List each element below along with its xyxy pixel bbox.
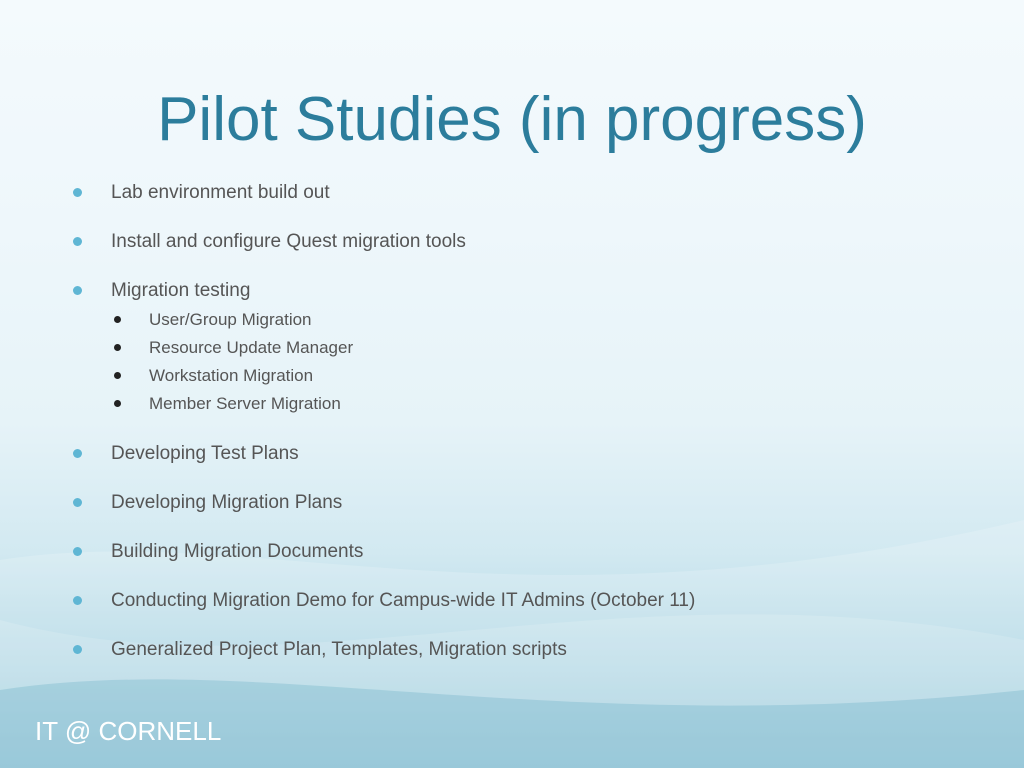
sub-bullet-item (111, 334, 992, 362)
bullet-dot-icon (73, 286, 82, 295)
sub-bullet-text: Member Server Migration (149, 394, 341, 413)
bullet-text: Developing Migration Plans (111, 492, 343, 513)
bullet-text: Generalized Project Plan, Templates, Migration scripts (111, 639, 567, 660)
bullet-item (72, 441, 992, 467)
slide-title: Pilot Studies (in progress) (157, 85, 867, 154)
bullet-dot-icon (73, 596, 82, 605)
sub-bullet-item (111, 306, 992, 334)
sub-bullet-text: User/Group Migration (149, 310, 312, 329)
bullet-text: Building Migration Documents (111, 541, 364, 562)
sub-bullet-dot-icon (114, 400, 121, 407)
bullet-text: Developing Test Plans (111, 443, 299, 464)
bullet-item (72, 180, 992, 206)
bullet-item (72, 539, 992, 565)
bullet-item (72, 278, 992, 418)
sub-bullet-item (111, 362, 992, 390)
bullet-dot-icon (73, 188, 82, 197)
bullet-item (72, 490, 992, 516)
bullet-text: Migration testing (111, 280, 251, 301)
bullet-dot-icon (73, 645, 82, 654)
bullet-dot-icon (73, 449, 82, 458)
bullet-item (72, 637, 992, 663)
bullet-text: Lab environment build out (111, 182, 330, 203)
bullet-dot-icon (73, 237, 82, 246)
bullet-text: Conducting Migration Demo for Campus-wide IT Admins (October 11) (111, 590, 696, 611)
sub-bullet-text: Resource Update Manager (149, 338, 354, 357)
bullet-dot-icon (73, 498, 82, 507)
footer-label: IT @ CORNELL (35, 716, 222, 746)
bullet-text: Install and configure Quest migration tools (111, 231, 466, 252)
sub-bullet-text: Workstation Migration (149, 366, 314, 385)
sub-bullet-list (111, 306, 992, 418)
bullet-dot-icon (73, 547, 82, 556)
bullet-item (72, 229, 992, 255)
sub-bullet-dot-icon (114, 316, 121, 323)
bullet-item (72, 588, 992, 614)
sub-bullet-dot-icon (114, 344, 121, 351)
bullet-list (72, 180, 992, 686)
sub-bullet-item (111, 390, 992, 418)
sub-bullet-dot-icon (114, 372, 121, 379)
